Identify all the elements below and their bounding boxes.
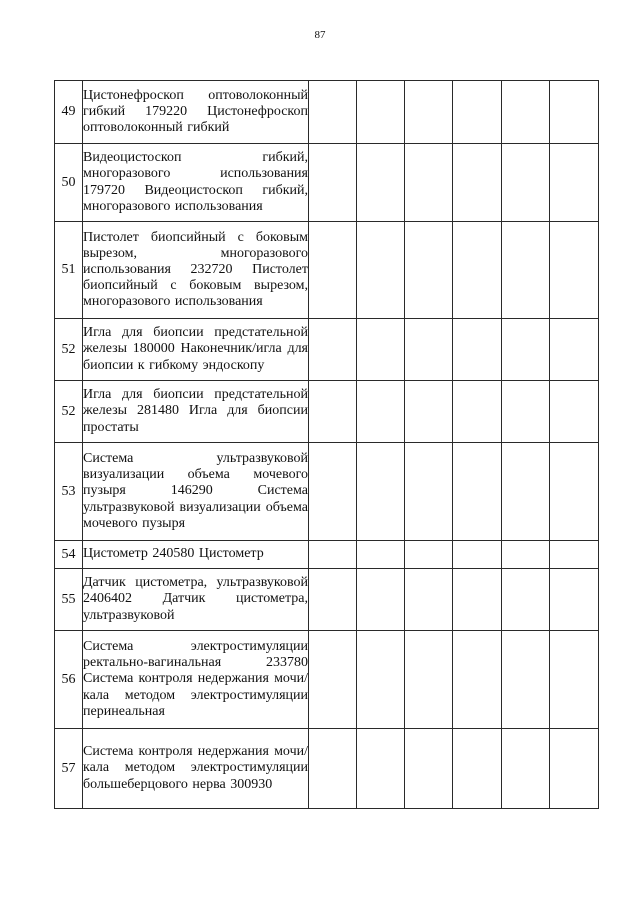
empty-cell — [405, 569, 453, 631]
empty-cell — [453, 81, 502, 144]
empty-cell — [453, 541, 502, 569]
empty-cell — [550, 222, 599, 319]
empty-cell — [309, 381, 357, 443]
page-number: 87 — [314, 29, 326, 41]
row-number: 56 — [55, 631, 83, 729]
row-number: 52 — [55, 381, 83, 443]
empty-cell — [357, 81, 405, 144]
empty-cell — [309, 443, 357, 541]
empty-cell — [502, 222, 550, 319]
empty-cell — [309, 631, 357, 729]
table-row — [55, 319, 599, 381]
empty-cell — [502, 319, 550, 381]
empty-cell — [550, 541, 599, 569]
empty-cell — [405, 319, 453, 381]
empty-cell — [357, 222, 405, 319]
empty-cell — [405, 729, 453, 809]
empty-cell — [453, 381, 502, 443]
row-number: 54 — [55, 541, 83, 569]
empty-cell — [357, 144, 405, 222]
empty-cell — [357, 443, 405, 541]
empty-cell — [502, 569, 550, 631]
empty-cell — [453, 443, 502, 541]
empty-cell — [502, 729, 550, 809]
row-number: 51 — [55, 222, 83, 319]
item-description: Система контроля недержания мочи/кала методом электростимуляции большеберцового нерва 300930 — [83, 729, 309, 809]
empty-cell — [453, 729, 502, 809]
empty-cell — [502, 144, 550, 222]
row-number: 57 — [55, 729, 83, 809]
row-number: 50 — [55, 144, 83, 222]
equipment-table — [54, 80, 599, 809]
empty-cell — [550, 144, 599, 222]
table-row — [55, 381, 599, 443]
table-row — [55, 443, 599, 541]
empty-cell — [405, 381, 453, 443]
table-row — [55, 631, 599, 729]
empty-cell — [453, 631, 502, 729]
empty-cell — [309, 144, 357, 222]
empty-cell — [405, 541, 453, 569]
empty-cell — [405, 631, 453, 729]
item-description: Цистометр 240580 Цистометр — [83, 541, 309, 569]
row-number: 55 — [55, 569, 83, 631]
empty-cell — [550, 729, 599, 809]
table-row — [55, 81, 599, 144]
item-description: Система электростимуляции ректально-вагинальная 233780 Система контроля недержания мочи/кала методом электростимуляции перинеальная — [83, 631, 309, 729]
row-number: 52 — [55, 319, 83, 381]
table-row — [55, 222, 599, 319]
item-description: Цистонефроскоп оптоволоконный гибкий 179220 Цистонефроскоп оптоволоконный гибкий — [83, 81, 309, 144]
item-description: Игла для биопсии предстательной железы 180000 Наконечник/игла для биопсии к гибкому эндоскопу — [83, 319, 309, 381]
table-row — [55, 729, 599, 809]
empty-cell — [550, 569, 599, 631]
empty-cell — [502, 443, 550, 541]
item-description: Пистолет биопсийный с боковым вырезом, многоразового использования 232720 Пистолет биопсийный с боковым вырезом, многоразового использования — [83, 222, 309, 319]
table-row — [55, 569, 599, 631]
empty-cell — [357, 381, 405, 443]
empty-cell — [550, 319, 599, 381]
item-description: Игла для биопсии предстательной железы 281480 Игла для биопсии простаты — [83, 381, 309, 443]
empty-cell — [550, 381, 599, 443]
table-row — [55, 144, 599, 222]
item-description: Система ультразвуковой визуализации объема мочевого пузыря 146290 Система ультразвуковой визуализации объема мочевого пузыря — [83, 443, 309, 541]
empty-cell — [405, 222, 453, 319]
item-description: Датчик цистометра, ультразвуковой 2406402 Датчик цистометра, ультразвуковой — [83, 569, 309, 631]
empty-cell — [309, 569, 357, 631]
empty-cell — [357, 569, 405, 631]
empty-cell — [357, 319, 405, 381]
item-description: Видеоцистоскоп гибкий, многоразового использования 179720 Видеоцистоскоп гибкий, многоразового использования — [83, 144, 309, 222]
empty-cell — [502, 631, 550, 729]
empty-cell — [453, 222, 502, 319]
table-row — [55, 541, 599, 569]
empty-cell — [309, 319, 357, 381]
empty-cell — [550, 443, 599, 541]
row-number: 49 — [55, 81, 83, 144]
empty-cell — [405, 144, 453, 222]
empty-cell — [405, 81, 453, 144]
empty-cell — [550, 81, 599, 144]
empty-cell — [357, 631, 405, 729]
empty-cell — [453, 569, 502, 631]
empty-cell — [309, 81, 357, 144]
empty-cell — [309, 541, 357, 569]
empty-cell — [502, 381, 550, 443]
empty-cell — [453, 144, 502, 222]
empty-cell — [357, 729, 405, 809]
empty-cell — [502, 541, 550, 569]
row-number: 53 — [55, 443, 83, 541]
empty-cell — [309, 222, 357, 319]
empty-cell — [357, 541, 405, 569]
empty-cell — [502, 81, 550, 144]
empty-cell — [405, 443, 453, 541]
empty-cell — [309, 729, 357, 809]
empty-cell — [550, 631, 599, 729]
empty-cell — [453, 319, 502, 381]
